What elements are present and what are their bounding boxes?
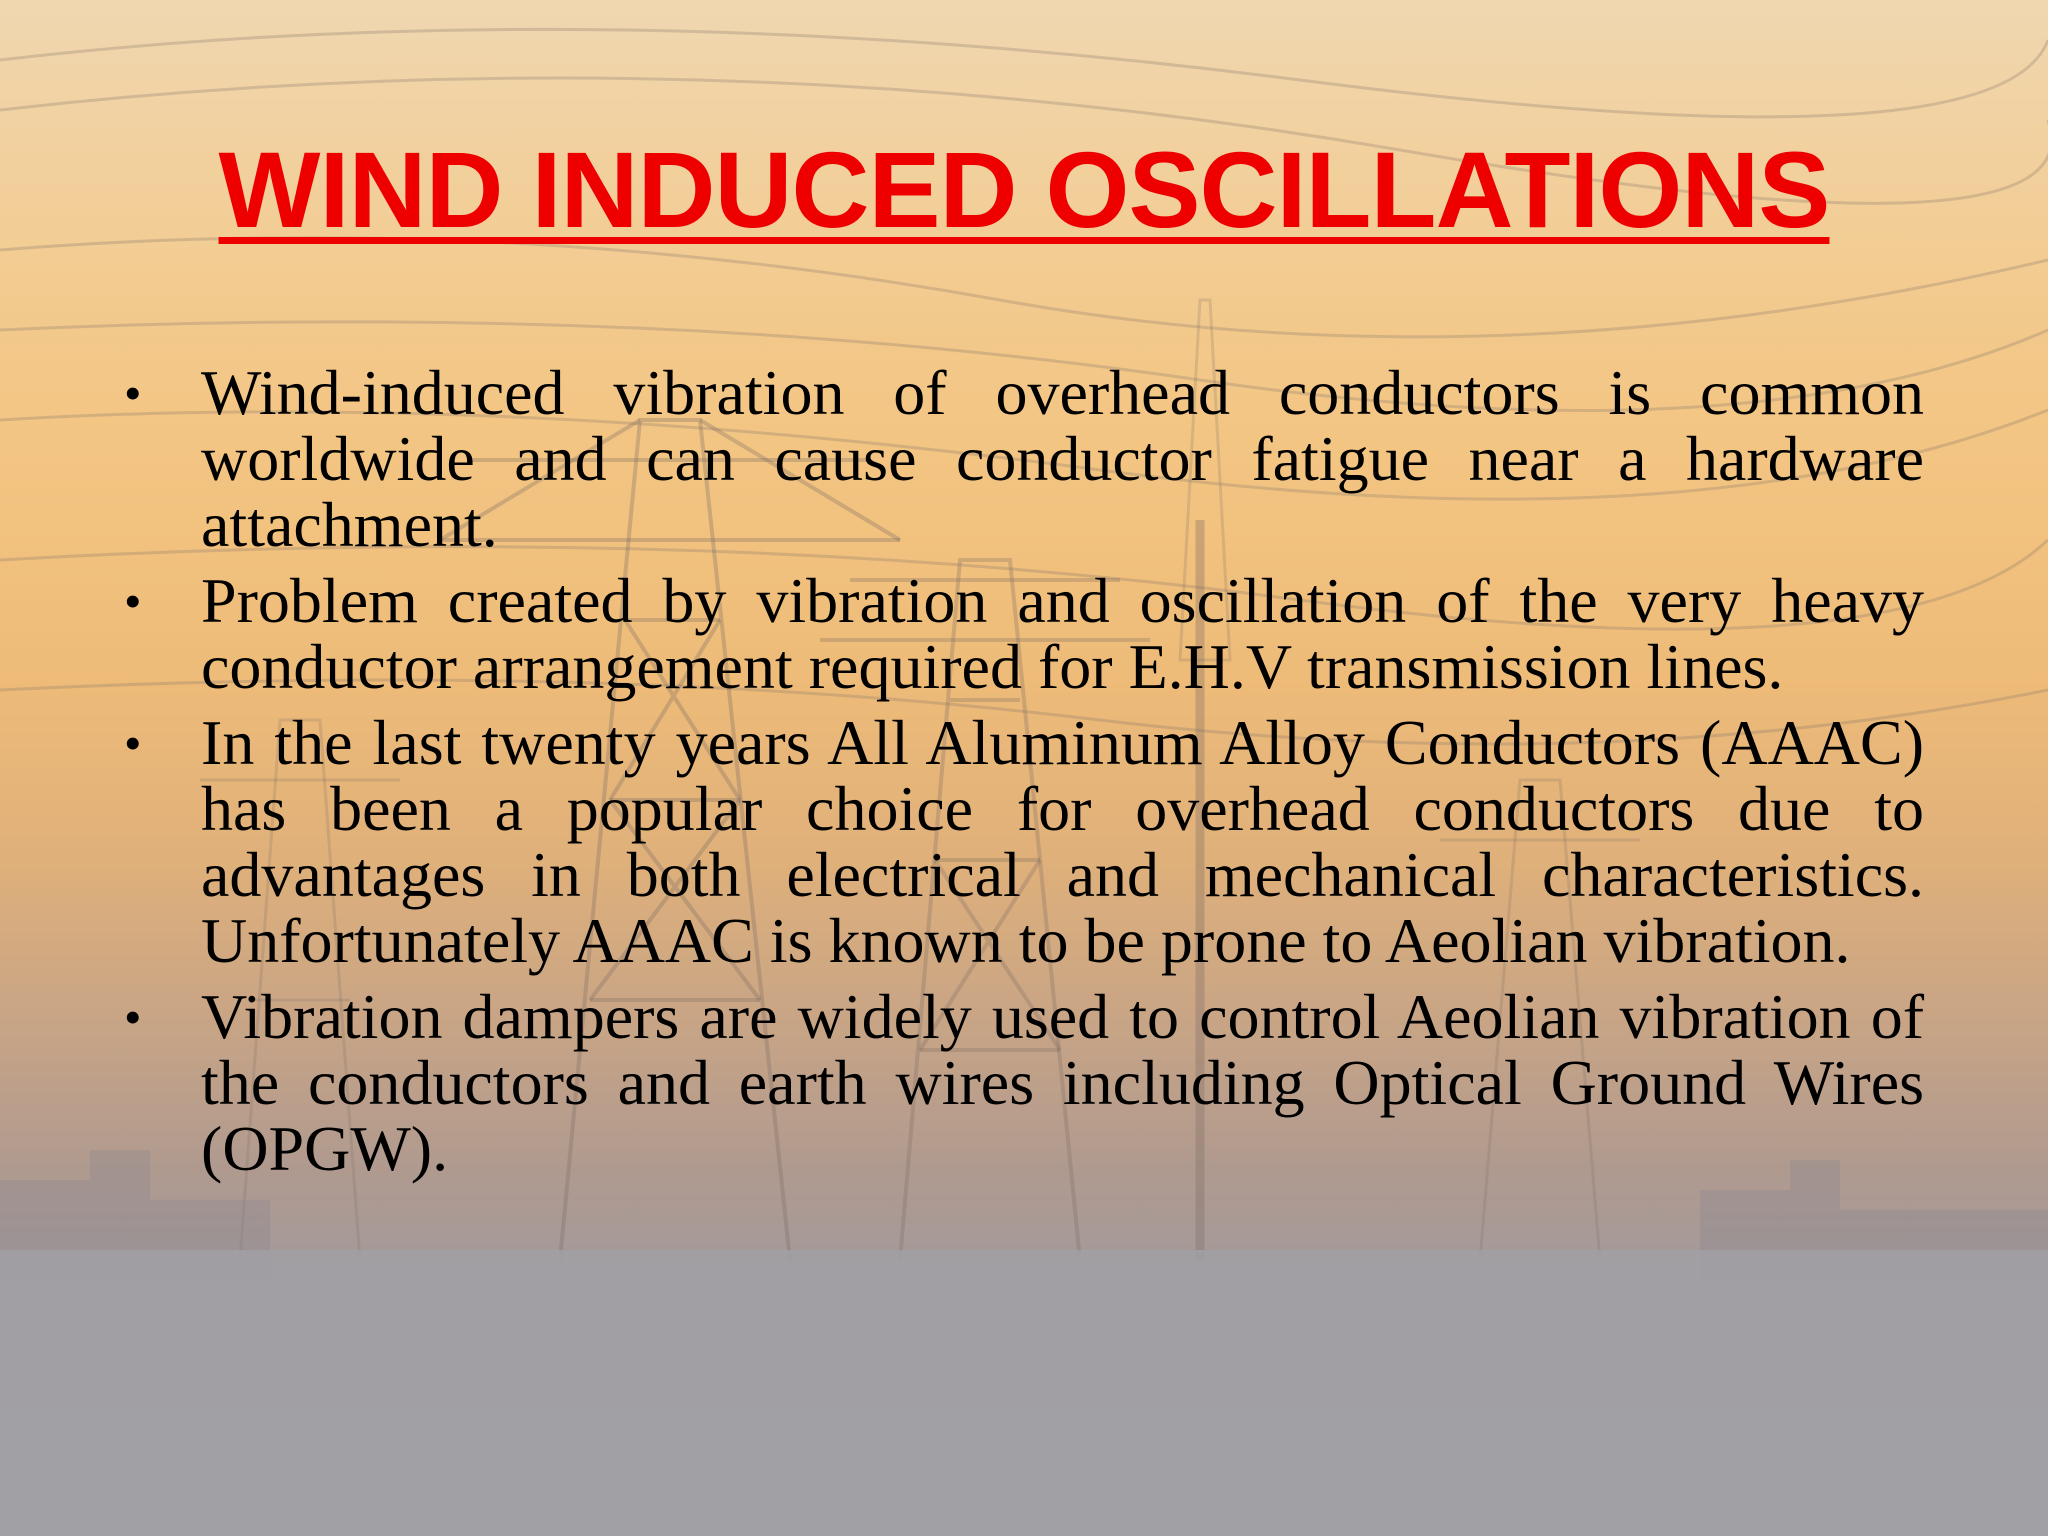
bullet-dot-icon: • [124, 365, 142, 421]
bullet-item [120, 981, 1924, 1184]
bullet-dot-icon: • [124, 715, 142, 771]
slide-title [0, 128, 2048, 252]
bullet-item [120, 565, 1924, 702]
bullet-item [120, 357, 1924, 560]
bullet-list [120, 357, 1924, 1192]
bullet-text: Problem created by vibration and oscillation of the very heavy conductor arrangement required for E.H.V transmission lines. [201, 565, 1924, 702]
bullet-dot-icon: • [124, 573, 142, 629]
bullet-text: Vibration dampers are widely used to control Aeolian vibration of the conductors and earth wires including Optical Ground Wires (OPGW). [201, 981, 1924, 1184]
bullet-text: Wind-induced vibration of overhead conductors is common worldwide and can cause conductor fatigue near a hardware attachment. [201, 357, 1924, 560]
slide-title-text: WIND INDUCED OSCILLATIONS [218, 129, 1830, 250]
bullet-dot-icon: • [124, 989, 142, 1045]
bullet-text: In the last twenty years All Aluminum Alloy Conductors (AAAC) has been a popular choice for overhead conductors due to advantages in both electrical and mechanical characteristics. Unfortunately AAAC is known to be prone to Aeolian vibration. [201, 707, 1924, 976]
bullet-item [120, 707, 1924, 976]
